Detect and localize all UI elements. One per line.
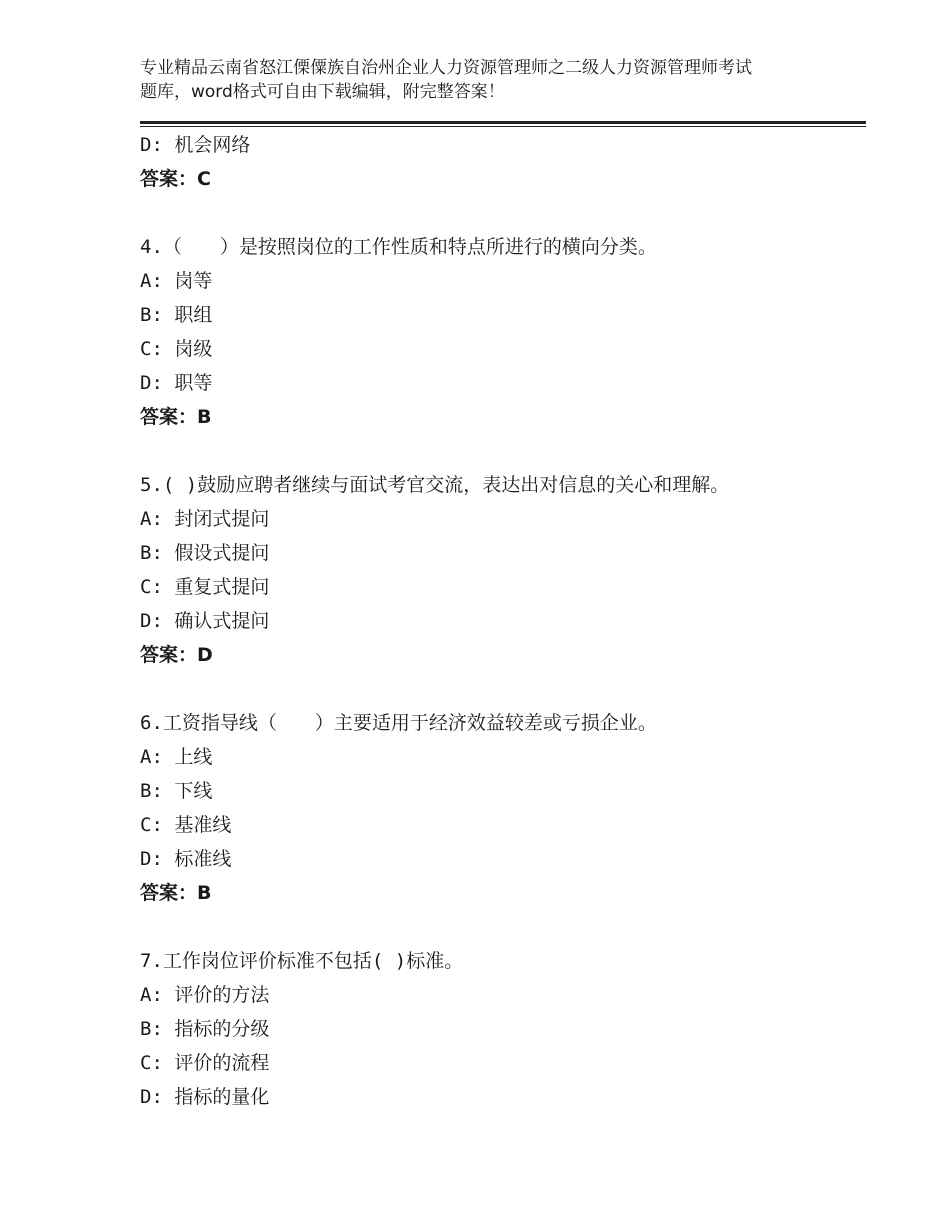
option-a: A: 封闭式提问: [140, 508, 270, 530]
option-c: C: 重复式提问: [140, 576, 270, 598]
answer: 答案：B: [140, 882, 212, 904]
question-block-7: [140, 944, 860, 1114]
question-stem: 6.工资指导线（ ）主要适用于经济效益较差或亏损企业。: [140, 712, 657, 734]
option-b: B: 职组: [140, 304, 213, 326]
option-d-previous: D: 机会网络: [140, 134, 251, 156]
answer: 答案：B: [140, 406, 212, 428]
answer: 答案：D: [140, 644, 213, 666]
document-header: [140, 56, 840, 104]
question-stem: 5.( )鼓励应聘者继续与面试考官交流，表达出对信息的关心和理解。: [140, 474, 730, 496]
question-stem: 7.工作岗位评价标准不包括( )标准。: [140, 950, 464, 972]
spacer: [140, 672, 860, 706]
option-d: D: 职等: [140, 372, 213, 394]
question-block-6: [140, 706, 860, 910]
option-a: A: 评价的方法: [140, 984, 270, 1006]
option-d: D: 指标的量化: [140, 1086, 270, 1108]
question-list: [140, 128, 860, 1114]
option-c: C: 评价的流程: [140, 1052, 270, 1074]
option-c: C: 岗级: [140, 338, 213, 360]
question-block-5: [140, 468, 860, 672]
option-d: D: 标准线: [140, 848, 232, 870]
option-d: D: 确认式提问: [140, 610, 270, 632]
option-b: B: 假设式提问: [140, 542, 270, 564]
question-block-4: [140, 230, 860, 434]
header-title-line-1: 专业精品云南省怒江傈僳族自治州企业人力资源管理师之二级人力资源管理师考试: [140, 58, 752, 78]
header-divider-thin: [140, 126, 866, 127]
option-b: B: 下线: [140, 780, 213, 802]
question-stem: 4.（ ）是按照岗位的工作性质和特点所进行的横向分类。: [140, 236, 657, 258]
option-c: C: 基准线: [140, 814, 232, 836]
spacer: [140, 434, 860, 468]
spacer: [140, 196, 860, 230]
option-b: B: 指标的分级: [140, 1018, 270, 1040]
header-divider-thick: [140, 121, 866, 124]
option-a: A: 上线: [140, 746, 213, 768]
spacer: [140, 910, 860, 944]
header-title-line-2: 题库，word格式可自由下载编辑，附完整答案！: [140, 82, 505, 102]
answer-previous: 答案：C: [140, 168, 211, 190]
option-a: A: 岗等: [140, 270, 213, 292]
